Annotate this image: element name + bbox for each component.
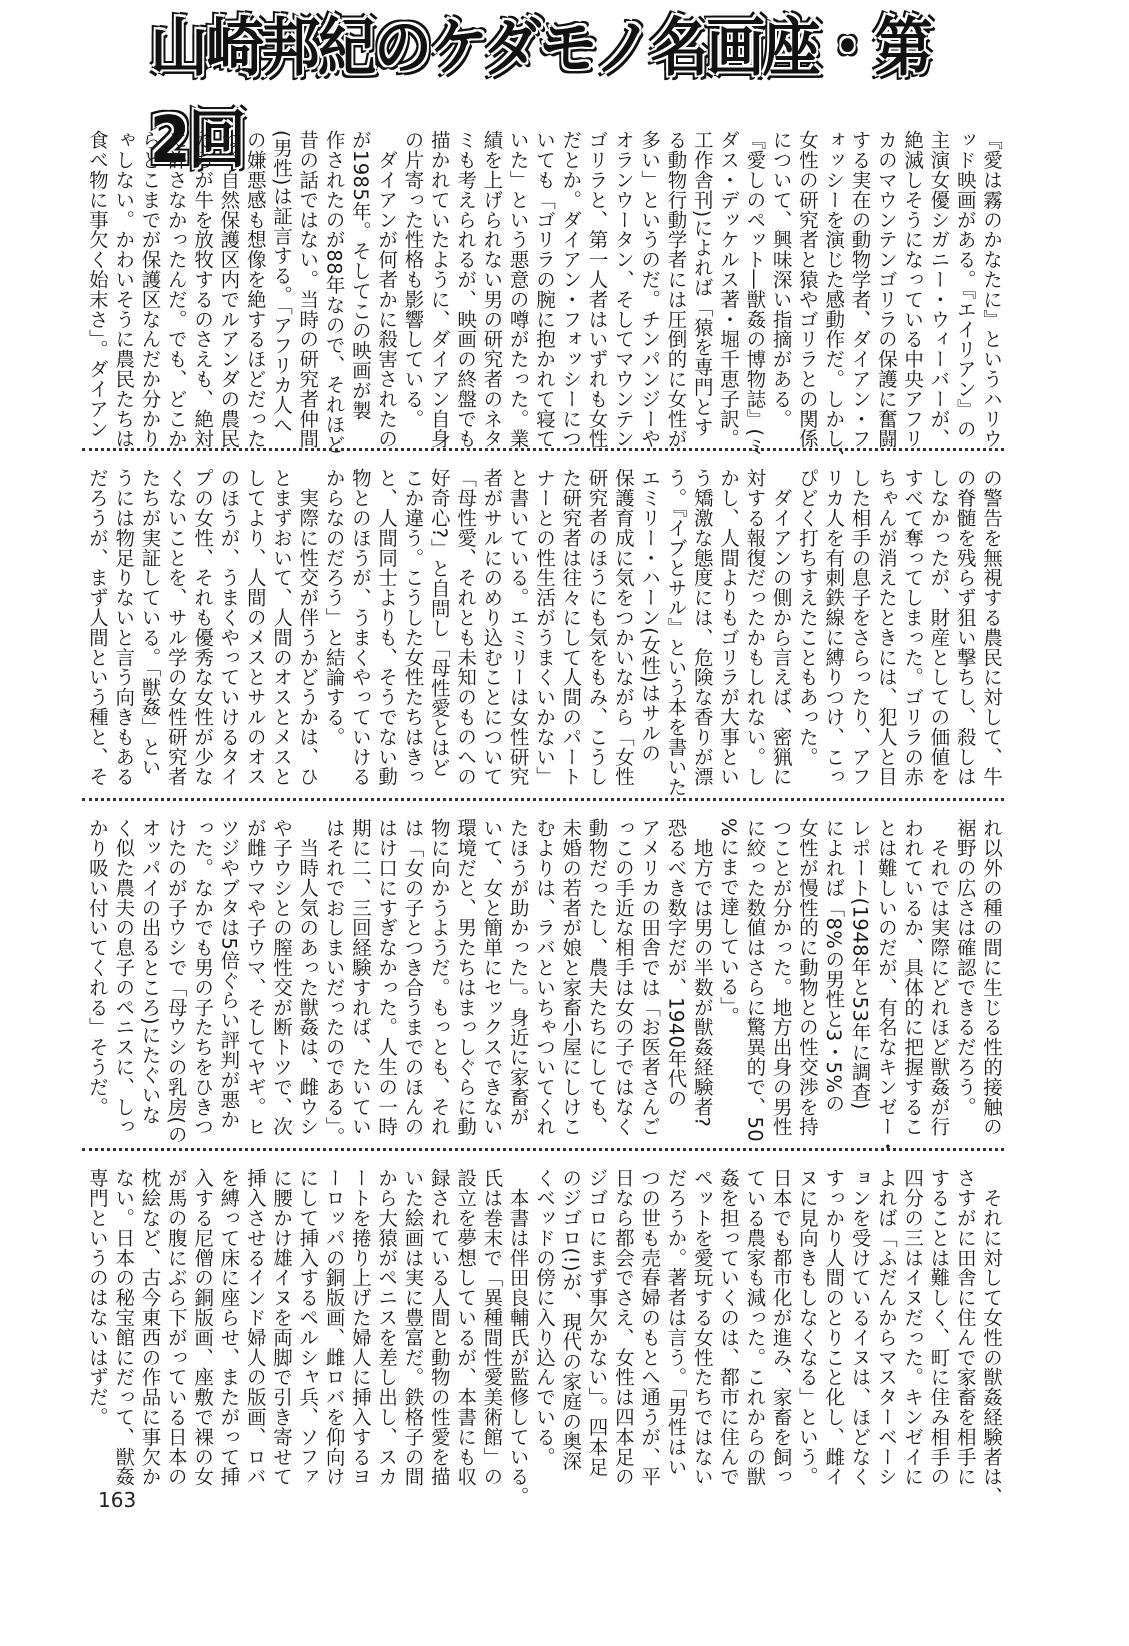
text-column: 『愛は霧のかなたに』というハリウ — [980, 130, 1003, 449]
text-column: は「女の子とつき合うまでのほんの — [401, 818, 425, 1137]
text-column: いて、女と簡単にセックスできない — [480, 818, 504, 1137]
text-column: 日本でも都市化が進み、家畜を飼っ — [769, 1168, 793, 1487]
text-column: にして挿入するペルシャ兵、ソファ — [296, 1168, 320, 1487]
text-column: ナーとの性生活がうまくいかない」 — [532, 468, 556, 787]
text-column: とは難しいのだが、有名なキンゼー・ — [874, 818, 898, 1157]
text-column: らどこまでが保護区なんだか分かり — [138, 130, 162, 449]
text-column: 氏は巻末で「異種間性愛美術館」の — [480, 1168, 504, 1487]
text-column: ぴどく打ちすえたこともあった。 — [795, 468, 819, 767]
text-column: のジゴロ(!)が、現代の家庭の奥深 — [559, 1168, 583, 1471]
text-column: 専門というのはないはずだ。 — [85, 1168, 109, 1427]
text-column: (男性)は証言する。「アフリカ人へ — [269, 130, 293, 435]
text-column: と書いている。エミリーは女性研究 — [506, 468, 530, 787]
text-column: とまずおいて、人間のオスとメスと — [269, 468, 293, 787]
text-column: 絶滅しそうになっている中央アフリ — [901, 130, 925, 449]
text-column: それでは実際にどれほど獣姦が行 — [927, 818, 951, 1137]
text-column: 描かれていたように、ダイアン自身 — [427, 130, 451, 449]
text-column: 主演女優シガニー・ウィーバーが、 — [927, 130, 951, 449]
text-column: 日なら都会でさえ、女性は四本足の — [611, 1168, 635, 1487]
text-column: だろうが、まず人間という種と、そ — [85, 468, 109, 787]
text-column: に腰かけ雄イヌを両脚で引き寄せて — [269, 1168, 293, 1487]
dotted-divider — [82, 798, 1004, 801]
text-column: う。『イブとサル』という本を書いた — [664, 468, 688, 797]
text-column: ォッシーを演じた感動作だ。しかし、 — [822, 130, 846, 469]
text-column: つの世も売春婦のもとへ通うが、平 — [638, 1168, 662, 1487]
text-column: ね。自然保護区内でルアンダの農民 — [217, 130, 241, 449]
text-column: 期に二、三回経験すれば、たいてい — [348, 818, 372, 1137]
text-column: 物とのほうが、うまくやっていける — [348, 468, 372, 787]
text-column: の嫌悪感も想像を絶するほどだった — [243, 130, 267, 449]
text-column: 研究者のほうにも気をもみ、こうし — [585, 468, 609, 787]
text-column: ペットを愛玩する女性たちではない — [690, 1168, 714, 1487]
text-column: むよりは、ラバといちゃついてくれ — [532, 818, 556, 1137]
text-column: われているか、具体的に把握するこ — [901, 818, 925, 1137]
text-column: に絞った数値はさらに驚異的で、50 — [743, 818, 767, 1143]
text-column: すべて奪ってしまった。ゴリラの赤 — [901, 468, 925, 787]
text-column: る動物行動学者には圧倒的に女性が — [664, 130, 688, 449]
page-number: 163 — [98, 1488, 137, 1512]
text-column: った。なかでも男の子たちをひきつ — [191, 818, 215, 1137]
text-column: 当時人気のあった獣姦は、雌ウシ — [296, 818, 320, 1137]
text-column: アメリカの田舎では「お医者さんご — [638, 818, 662, 1137]
text-column: から大猿がペニスを差し出し、スカ — [375, 1168, 399, 1487]
text-column: たちが牛を放牧するのさえも、絶対 — [191, 130, 215, 449]
text-column: 裾野の広さは確認できるだろう。 — [953, 818, 977, 1117]
text-column: 入する尼僧の銅版画、座敷で裸の女 — [191, 1168, 215, 1487]
text-column: つことが分かった。地方出身の男性 — [769, 818, 793, 1137]
text-column: さすがに田舎に住んで家畜を相手に — [953, 1168, 977, 1487]
text-column: 動物だったし、農夫たちにしても、 — [585, 818, 609, 1137]
text-column: ダイアンが何者かに殺害されたの — [375, 130, 399, 449]
text-column: 四分の三はイヌだった。キンゼイに — [901, 1168, 925, 1487]
text-column: が雌ウマや子ウマ、そしてヤギ。ヒ — [243, 818, 267, 1137]
dotted-divider — [82, 448, 1004, 451]
text-column: した相手の息子をさらったり、アフ — [848, 468, 872, 787]
text-column: よれば「ふだんからマスターベーシ — [874, 1168, 898, 1487]
text-column: ジゴロにまず事欠かない」。四本足 — [585, 1168, 609, 1477]
text-column: してより、人間のメスとサルのオス — [243, 468, 267, 787]
text-column: の脊髄を残らず狙い撃ちし、殺しは — [953, 468, 977, 787]
text-column: ゴリラと、第一人者はいずれも女性 — [585, 130, 609, 449]
text-column: ョンを受けているイヌは、ほどなく — [848, 1168, 872, 1487]
text-column: ヌに見向きもしなくなる」という。 — [795, 1168, 819, 1487]
text-column: 好奇心?」と自問し「母性愛とはど — [427, 468, 451, 778]
text-column: だとか。ダイアン・フォッシーにつ — [559, 130, 583, 449]
text-column: こか違う。こうした女性たちはきっ — [401, 468, 425, 787]
text-column: エミリー・ハーン(女性)はサルの — [638, 468, 662, 763]
text-column: かし、人間よりもゴリラが大事とい — [717, 468, 741, 787]
text-column: レポート(1948年と53年に調査) — [848, 818, 872, 1110]
text-column: 枕絵など、古今東西の作品に事欠か — [138, 1168, 162, 1487]
text-column: それに対して女性の獣姦経験者は、 — [980, 1168, 1003, 1507]
text-column: たほうが助かった」。身近に家畜が — [506, 818, 530, 1127]
text-column: くベッドの傍に入り込んでいる。 — [532, 1168, 556, 1467]
text-column: しなかったが、財産としての価値を — [927, 468, 951, 787]
text-column: 『愛しのペット―獣姦の博物誌』(ミ — [743, 130, 767, 457]
text-column: 恐るべき数字だが、1940年代の — [664, 818, 688, 1109]
text-column: 物に向かうようだ。もっとも、それ — [427, 818, 451, 1137]
text-column: いた」という悪意の噂がたった。業 — [506, 130, 530, 449]
text-column: と、人間同士よりも、そうでない動 — [375, 468, 399, 787]
text-column: 作されたのが88年なので、それほど — [322, 130, 346, 455]
page-title: 山崎邦紀のケダモノ名画座・第2回 — [150, 9, 931, 177]
text-column: すっかり人間のとりこと化し、雌イ — [822, 1168, 846, 1487]
text-column: 「母性愛、それとも未知のものへの — [454, 468, 478, 787]
text-column: ーロッパの銅版画、雌ロバを仰向け — [322, 1168, 346, 1487]
text-column: いても「ゴリラの腕に抱かれて寝て — [532, 130, 556, 449]
text-column: 姦を担っていくのは、都市に住んで — [717, 1168, 741, 1487]
text-column: プの女性、それも優秀な女性が少な — [191, 468, 215, 787]
text-column: ゃしない。かわいそうに農民たちは — [112, 130, 136, 449]
text-column: 工作舎刊)によれば「猿を専門とす — [690, 130, 714, 437]
text-column: 食べ物に事欠く始末さ」。ダイアン — [85, 130, 109, 439]
text-column: の片寄った性格も影響している。 — [401, 130, 425, 429]
text-column: たちが実証している。「獣姦」とい — [138, 468, 162, 777]
text-column: 昔の話ではない。当時の研究者仲間 — [296, 130, 320, 449]
text-column: 者がサルにのめり込むことについて — [480, 468, 504, 787]
text-column: 対する報復だったかもしれない。し — [743, 468, 767, 787]
text-column: 設立を夢想しているが、本書にも収 — [454, 1168, 478, 1487]
text-column: ダス・デッケルス著・堀千恵子訳。 — [717, 130, 741, 449]
text-column: ている農家も減った。これからの獣 — [743, 1168, 767, 1487]
text-column: はそれでおしまいだったのである」。 — [322, 818, 346, 1147]
text-column: 録されている人間と動物の性愛を描 — [427, 1168, 451, 1487]
text-column: ちゃんが消えたときには、犯人と目 — [874, 468, 898, 787]
text-column: はけ口にすぎなかった。人生の一時 — [375, 818, 399, 1137]
text-column: ない。日本の秘宝館にだって、獣姦 — [112, 1168, 136, 1487]
text-column: カのマウンテンゴリラの保護に奮闘 — [874, 130, 898, 449]
text-column: の警告を無視する農民に対して、牛 — [980, 468, 1003, 787]
text-column: 環境だと、男たちはまっしぐらに動 — [454, 818, 478, 1137]
text-column: ートを捲り上げた婦人に挿入するヨ — [348, 1168, 372, 1487]
text-column: ダイアンの側から言えば、密猟に — [769, 468, 793, 787]
text-column: オッパイの出るところ)にたぐいな — [138, 818, 162, 1125]
text-column: ツジやブタは5倍ぐらい評判が悪か — [217, 818, 241, 1130]
text-column: 実際に性交が伴うかどうかは、ひ — [296, 468, 320, 787]
dotted-divider — [82, 1148, 1004, 1151]
text-band-1 — [82, 130, 1004, 469]
text-column: けたのが子ウシで「母ウシの乳房(の — [164, 818, 188, 1145]
text-column: 地方では男の半数が獣姦経験者? — [690, 818, 714, 1128]
text-column: う矯激な態度には、危険な香りが漂 — [690, 468, 714, 787]
text-column: する実在の動物学者、ダイアン・フ — [848, 130, 872, 449]
text-column: %にまで達している」。 — [717, 818, 741, 1027]
text-column: くないことを、サル学の女性研究者 — [164, 468, 188, 787]
text-column: 績を上げられない男の研究者のネタ — [480, 130, 504, 449]
text-column: リカ人を有刺鉄線に縛りつけ、こっ — [822, 468, 846, 787]
text-column: からなのだろう」と結論する。 — [322, 468, 346, 747]
text-column: っこの手近な相手は女の子ではなく — [611, 818, 635, 1137]
text-column: ミも考えられるが、映画の終盤でも — [454, 130, 478, 449]
text-column: について、興味深い指摘がある。 — [769, 130, 793, 429]
text-column: ッド映画がある。『エイリアン』の — [953, 130, 977, 439]
text-column: だろうか。著者は言う。「男性はい — [664, 1168, 688, 1477]
text-band-3 — [82, 818, 1004, 1157]
text-column: た研究者は往々にして人間のパート — [559, 468, 583, 787]
text-column: いた絵画は実に豊富だ。鉄格子の間 — [401, 1168, 425, 1487]
text-column: を縛って床に座らせ、またがって挿 — [217, 1168, 241, 1487]
text-band-2 — [82, 468, 1004, 797]
text-column: することは難しく、町に住み相手の — [927, 1168, 951, 1487]
text-column: が馬の腹にぶら下がっている日本の — [164, 1168, 188, 1487]
text-column: 女性の研究者と猿やゴリラとの関係 — [795, 130, 819, 449]
text-column: や子ウシとの膣性交が断トツで、次 — [269, 818, 293, 1137]
text-column: のほうが、うまくやっていけるタイ — [217, 468, 241, 787]
text-column: く似た農夫の息子のペニスに、しっ — [112, 818, 136, 1137]
text-column: が1985年。そしてこの映画が製 — [348, 130, 372, 421]
text-column: うには物足りないと言う向きもある — [112, 468, 136, 787]
text-column: 未婚の若者が娘と家畜小屋にしけこ — [559, 818, 583, 1137]
text-column: 本書は伴田良輔氏が監修している。 — [506, 1168, 530, 1507]
text-column: に許さなかったんだ。でも、どこか — [164, 130, 188, 449]
text-column: 女性が慢性的に動物との性交渉を持 — [795, 818, 819, 1137]
text-column: オランウータン、そしてマウンテン — [611, 130, 635, 449]
text-column: 多い」というのだ。チンパンジーや — [638, 130, 662, 449]
text-column: 保護育成に気をつかいながら「女性 — [611, 468, 635, 787]
text-column: 挿入させるインド婦人の版画、ロバ — [243, 1168, 267, 1487]
text-column: によれば「8%の男性と3・5%の — [822, 818, 846, 1114]
text-column: かり吸い付いてくれる」そうだ。 — [85, 818, 109, 1117]
text-column: れ以外の種の間に生じる性的接触の — [980, 818, 1003, 1137]
